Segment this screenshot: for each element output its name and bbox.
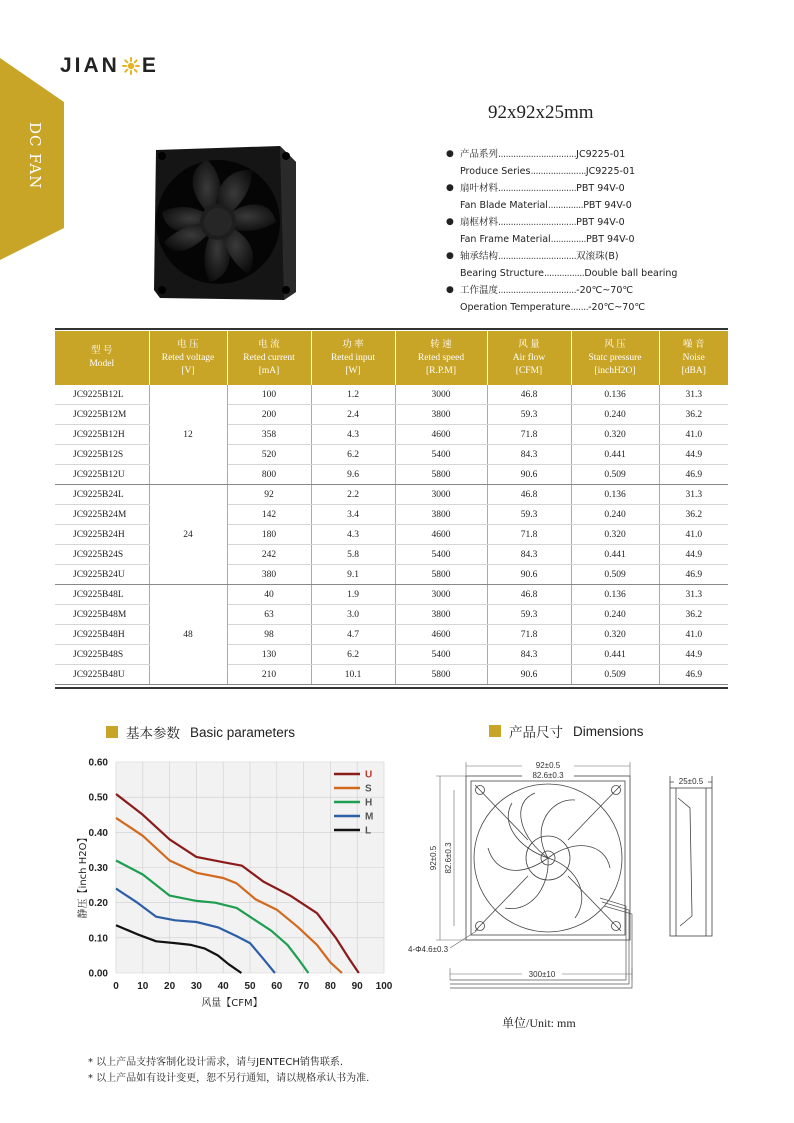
spec-row xyxy=(446,180,686,197)
table-cell: 48 xyxy=(149,585,227,685)
table-cell: JC9225B24S xyxy=(55,545,149,565)
spec-value: PBT 94V-0 xyxy=(576,217,625,228)
header-en: Statc pressure xyxy=(588,352,642,363)
x-tick-label: 80 xyxy=(324,981,336,992)
spec-row xyxy=(446,282,686,299)
spec-list xyxy=(446,146,686,316)
header-cn: 噪 音 xyxy=(683,339,705,350)
table-cell: 1.9 xyxy=(311,585,395,605)
header-cn: 功 率 xyxy=(342,339,364,350)
table-row xyxy=(55,485,728,505)
x-tick-label: 0 xyxy=(113,981,119,992)
legend-label-H: H xyxy=(365,797,373,809)
table-cell: 5400 xyxy=(395,445,487,465)
header-en: Reted voltage xyxy=(161,352,215,363)
table-cell: 41.0 xyxy=(659,425,728,445)
dims-heading-en: Dimensions xyxy=(573,723,644,739)
table-cell: JC9225B12U xyxy=(55,465,149,485)
header-en: Noise xyxy=(682,352,705,363)
table-cell: 0.240 xyxy=(571,605,659,625)
column-header xyxy=(227,331,311,385)
spec-label: 扇框材料 xyxy=(460,217,499,228)
y-tick-label: 0.20 xyxy=(88,898,108,910)
table-cell: JC9225B24H xyxy=(55,525,149,545)
table-cell: 3000 xyxy=(395,485,487,505)
table-bottom-rule xyxy=(55,687,728,689)
fan-product-image xyxy=(152,142,300,302)
logo-sun-icon xyxy=(122,57,140,75)
dim-thickness-label: 25±0.5 xyxy=(678,777,704,786)
legend-label-M: M xyxy=(365,811,374,823)
dims-heading-cn: 产品尺寸 xyxy=(509,725,563,741)
spec-value: PBT 94V-0 xyxy=(585,234,635,245)
table-cell: 59.3 xyxy=(487,605,571,625)
table-cell: JC9225B48S xyxy=(55,645,149,665)
table-cell: JC9225B12M xyxy=(55,405,149,425)
note-line: * 以上产品支持客制化设计需求，请与JENTECH销售联系. xyxy=(88,1057,344,1068)
table-cell: 0.509 xyxy=(571,665,659,685)
table-cell: 2.2 xyxy=(311,485,395,505)
table-cell: 4.3 xyxy=(311,425,395,445)
table-cell: 200 xyxy=(227,405,311,425)
spec-dots: ................ xyxy=(544,268,585,279)
table-cell: 0.320 xyxy=(571,425,659,445)
table-cell: 3800 xyxy=(395,405,487,425)
heading-square-icon xyxy=(106,726,118,738)
table-cell: 92 xyxy=(227,485,311,505)
table-cell: 4.3 xyxy=(311,525,395,545)
table-cell: 3800 xyxy=(395,605,487,625)
x-tick-label: 100 xyxy=(375,981,393,992)
table-cell: 98 xyxy=(227,625,311,645)
dim-holes-label: 4-Φ4.6±0.3 xyxy=(408,945,449,954)
bullet-icon: ● xyxy=(446,251,454,261)
bullet-icon: ● xyxy=(446,183,454,193)
header-cn: 风 量 xyxy=(518,339,540,350)
table-row xyxy=(55,385,728,405)
table-cell: 0.320 xyxy=(571,625,659,645)
spec-label: Fan Frame Material xyxy=(460,234,551,245)
y-tick-label: 0.10 xyxy=(88,933,108,945)
table-cell: 46.8 xyxy=(487,385,571,405)
table-cell: 12 xyxy=(149,385,227,485)
spec-row xyxy=(446,299,686,316)
table-cell: 40 xyxy=(227,585,311,605)
header-en: Reted speed xyxy=(417,352,465,363)
spec-row xyxy=(446,265,686,282)
table-cell: 90.6 xyxy=(487,465,571,485)
spec-value: PBT 94V-0 xyxy=(583,200,632,211)
table-cell: 380 xyxy=(227,565,311,585)
table-cell: 46.8 xyxy=(487,585,571,605)
table-cell: JC9225B12L xyxy=(55,385,149,405)
table-cell: 0.240 xyxy=(571,505,659,525)
table-cell: 6.2 xyxy=(311,445,395,465)
table-cell: 44.9 xyxy=(659,645,728,665)
spec-row xyxy=(446,163,686,180)
table-cell: 5800 xyxy=(395,465,487,485)
bullet-icon: ● xyxy=(446,285,454,295)
x-tick-label: 20 xyxy=(164,981,176,992)
product-size-title: 92x92x25mm xyxy=(488,102,594,123)
spec-dots: ............................... xyxy=(498,183,577,194)
table-cell: 180 xyxy=(227,525,311,545)
table-cell: JC9225B48H xyxy=(55,625,149,645)
spec-dots: .............. xyxy=(550,234,586,245)
table-cell: 0.441 xyxy=(571,445,659,465)
heading-square-icon xyxy=(489,725,501,737)
brand-logo xyxy=(60,54,159,78)
x-axis-label: 风量【CFM】 xyxy=(201,998,263,1009)
table-cell: 4600 xyxy=(395,425,487,445)
spec-dots: .............. xyxy=(547,200,584,211)
table-cell: 1.2 xyxy=(311,385,395,405)
x-tick-label: 60 xyxy=(271,981,283,992)
spec-dots: ...................... xyxy=(530,166,586,177)
table-cell: 3.0 xyxy=(311,605,395,625)
table-row xyxy=(55,585,728,605)
legend-label-U: U xyxy=(365,769,373,781)
spec-label: Produce Series xyxy=(460,166,531,177)
table-cell: 0.136 xyxy=(571,485,659,505)
x-tick-label: 30 xyxy=(190,981,202,992)
spec-value: -20℃~70℃ xyxy=(588,302,646,313)
table-cell: JC9225B24M xyxy=(55,505,149,525)
table-cell: 31.3 xyxy=(659,385,728,405)
table-body xyxy=(55,385,728,685)
table-cell: 3000 xyxy=(395,585,487,605)
table-cell: JC9225B48M xyxy=(55,605,149,625)
spec-value: 双滚珠(B) xyxy=(576,251,619,262)
table-cell: 46.8 xyxy=(487,485,571,505)
header-unit: [dBA] xyxy=(681,365,706,376)
y-axis-label: 静压【inch H2O】 xyxy=(78,832,89,919)
spec-label: 产品系列 xyxy=(460,149,499,160)
table-cell: 100 xyxy=(227,385,311,405)
table-cell: 31.3 xyxy=(659,485,728,505)
x-tick-label: 70 xyxy=(298,981,310,992)
table-cell: 90.6 xyxy=(487,565,571,585)
header-unit: [mA] xyxy=(258,365,280,376)
table-cell: 2.4 xyxy=(311,405,395,425)
y-tick-label: 0.30 xyxy=(88,863,108,874)
table-cell: 3000 xyxy=(395,385,487,405)
header-en: Reted current xyxy=(243,352,295,363)
spec-label: 轴承结构 xyxy=(460,251,499,262)
table-cell: 44.9 xyxy=(659,445,728,465)
x-tick-label: 90 xyxy=(351,981,363,992)
table-cell: 59.3 xyxy=(487,405,571,425)
spec-label: 扇叶材料 xyxy=(460,183,499,194)
table-cell: 5400 xyxy=(395,545,487,565)
spec-label: 工作温度 xyxy=(460,285,499,296)
table-cell: 5800 xyxy=(395,565,487,585)
table-cell: 9.1 xyxy=(311,565,395,585)
table-cell: 36.2 xyxy=(659,405,728,425)
table-header-row xyxy=(55,331,728,385)
bullet-icon: ● xyxy=(446,217,454,227)
spec-value: Double ball bearing xyxy=(584,268,678,279)
header-cn: 转 速 xyxy=(430,339,452,350)
table-cell: JC9225B48L xyxy=(55,585,149,605)
table-cell: JC9225B48U xyxy=(55,665,149,685)
basic-parameters-heading xyxy=(106,722,295,742)
spec-value: JC9225-01 xyxy=(576,149,626,160)
table-top-rule xyxy=(55,328,728,330)
table-cell: 0.441 xyxy=(571,545,659,565)
table-cell: 800 xyxy=(227,465,311,485)
header-unit: [W] xyxy=(345,365,361,376)
spec-dots: ............................... xyxy=(498,149,577,160)
table-cell: 46.9 xyxy=(659,565,728,585)
table-cell: 520 xyxy=(227,445,311,465)
spec-table xyxy=(55,331,728,685)
table-cell: 59.3 xyxy=(487,505,571,525)
spec-label: Fan Blade Material xyxy=(460,200,548,211)
table-cell: 31.3 xyxy=(659,585,728,605)
header-cn: 风 压 xyxy=(604,339,626,350)
column-header xyxy=(311,331,395,385)
table-cell: 9.6 xyxy=(311,465,395,485)
table-cell: 5400 xyxy=(395,645,487,665)
table-cell: 84.3 xyxy=(487,645,571,665)
spec-label: Operation Temperature xyxy=(460,302,571,313)
pq-curve-chart xyxy=(72,748,400,1016)
table-cell: 6.2 xyxy=(311,645,395,665)
header-unit: [R.P.M] xyxy=(425,365,457,376)
dim-lead-label: 300±10 xyxy=(528,970,556,979)
legend-label-L: L xyxy=(365,825,372,837)
table-cell: 46.9 xyxy=(659,465,728,485)
dim-outer-label: 92±0.5 xyxy=(535,761,561,770)
x-tick-label: 10 xyxy=(137,981,149,992)
spec-dots: ....... xyxy=(570,302,589,313)
bullet-icon: ● xyxy=(446,149,454,159)
table-cell: 0.240 xyxy=(571,405,659,425)
column-header xyxy=(55,331,149,385)
header-en: Reted input xyxy=(330,352,376,363)
table-cell: JC9225B12H xyxy=(55,425,149,445)
table-cell: 63 xyxy=(227,605,311,625)
table-cell: 4.7 xyxy=(311,625,395,645)
table-cell: 90.6 xyxy=(487,665,571,685)
spec-row xyxy=(446,197,686,214)
header-cn: 电 流 xyxy=(258,339,280,350)
table-cell: 5800 xyxy=(395,665,487,685)
legend-label-S: S xyxy=(365,783,372,795)
column-header xyxy=(571,331,659,385)
dimensions-heading xyxy=(489,721,644,741)
unit-label: 单位/Unit: mm xyxy=(502,1016,576,1030)
header-unit: [V] xyxy=(181,365,195,376)
table-cell: 36.2 xyxy=(659,505,728,525)
header-cn: 型 号 xyxy=(91,346,113,356)
table-cell: 0.136 xyxy=(571,385,659,405)
spec-row xyxy=(446,214,686,231)
table-cell: 4600 xyxy=(395,625,487,645)
table-cell: 0.441 xyxy=(571,645,659,665)
table-cell: 0.509 xyxy=(571,565,659,585)
table-cell: 210 xyxy=(227,665,311,685)
y-tick-label: 0.60 xyxy=(88,757,108,769)
table-cell: 4600 xyxy=(395,525,487,545)
spec-value: PBT 94V-0 xyxy=(576,183,625,194)
spec-row xyxy=(446,248,686,265)
basic-heading-en: Basic parameters xyxy=(190,724,296,740)
table-cell: 41.0 xyxy=(659,625,728,645)
footnotes xyxy=(88,1055,369,1087)
table-cell: 36.2 xyxy=(659,605,728,625)
table-cell: 0.509 xyxy=(571,465,659,485)
dim-hole-spacing-label: 82.6±0.3 xyxy=(532,771,564,780)
ribbon-label: DC FAN xyxy=(26,122,44,190)
spec-dots: ............................... xyxy=(498,251,577,262)
x-tick-label: 40 xyxy=(217,981,229,992)
table-cell: 46.9 xyxy=(659,665,728,685)
spec-row xyxy=(446,146,686,163)
table-cell: 10.1 xyxy=(311,665,395,685)
logo-text-left: JIAN xyxy=(60,54,120,77)
x-tick-label: 50 xyxy=(244,981,256,992)
table-cell: 71.8 xyxy=(487,625,571,645)
table-cell: 130 xyxy=(227,645,311,665)
table-cell: 84.3 xyxy=(487,445,571,465)
spec-row xyxy=(446,231,686,248)
table-cell: 358 xyxy=(227,425,311,445)
spec-dots: ............................... xyxy=(498,285,577,296)
column-header xyxy=(487,331,571,385)
dimension-drawing xyxy=(400,748,730,998)
table-cell: JC9225B24U xyxy=(55,565,149,585)
table-cell: 3800 xyxy=(395,505,487,525)
logo-text-right: E xyxy=(141,54,159,77)
column-header xyxy=(149,331,227,385)
table-cell: 242 xyxy=(227,545,311,565)
header-unit: [CFM] xyxy=(515,365,543,376)
table-cell: 142 xyxy=(227,505,311,525)
spec-value: JC9225-01 xyxy=(585,166,636,177)
header-cn: 电 压 xyxy=(177,339,199,350)
header-unit: [inchH2O] xyxy=(594,365,636,376)
table-cell: JC9225B12S xyxy=(55,445,149,465)
header-en: Model xyxy=(89,359,115,369)
table-cell: 0.136 xyxy=(571,585,659,605)
header-en: Air flow xyxy=(512,352,546,363)
spec-value: -20℃~70℃ xyxy=(576,285,634,296)
table-cell: 84.3 xyxy=(487,545,571,565)
table-cell: 0.320 xyxy=(571,525,659,545)
table-cell: 5.8 xyxy=(311,545,395,565)
table-cell: 3.4 xyxy=(311,505,395,525)
table-cell: 71.8 xyxy=(487,425,571,445)
table-cell: 71.8 xyxy=(487,525,571,545)
table-cell: JC9225B24L xyxy=(55,485,149,505)
basic-heading-cn: 基本参数 xyxy=(126,726,180,742)
note-line: * 以上产品如有设计变更，恕不另行通知，请以规格承认书为准. xyxy=(88,1073,370,1084)
spec-label: Bearing Structure xyxy=(460,268,544,279)
table-cell: 41.0 xyxy=(659,525,728,545)
spec-dots: ............................... xyxy=(498,217,577,228)
table-cell: 24 xyxy=(149,485,227,585)
y-tick-label: 0.00 xyxy=(88,968,108,980)
y-tick-label: 0.50 xyxy=(88,792,108,804)
y-tick-label: 0.40 xyxy=(88,827,108,839)
column-header xyxy=(395,331,487,385)
dim-side-outer-label: 92±0.5 xyxy=(429,845,438,871)
table-cell: 44.9 xyxy=(659,545,728,565)
dim-side-hole-label: 82.6±0.3 xyxy=(444,842,453,874)
column-header xyxy=(659,331,728,385)
